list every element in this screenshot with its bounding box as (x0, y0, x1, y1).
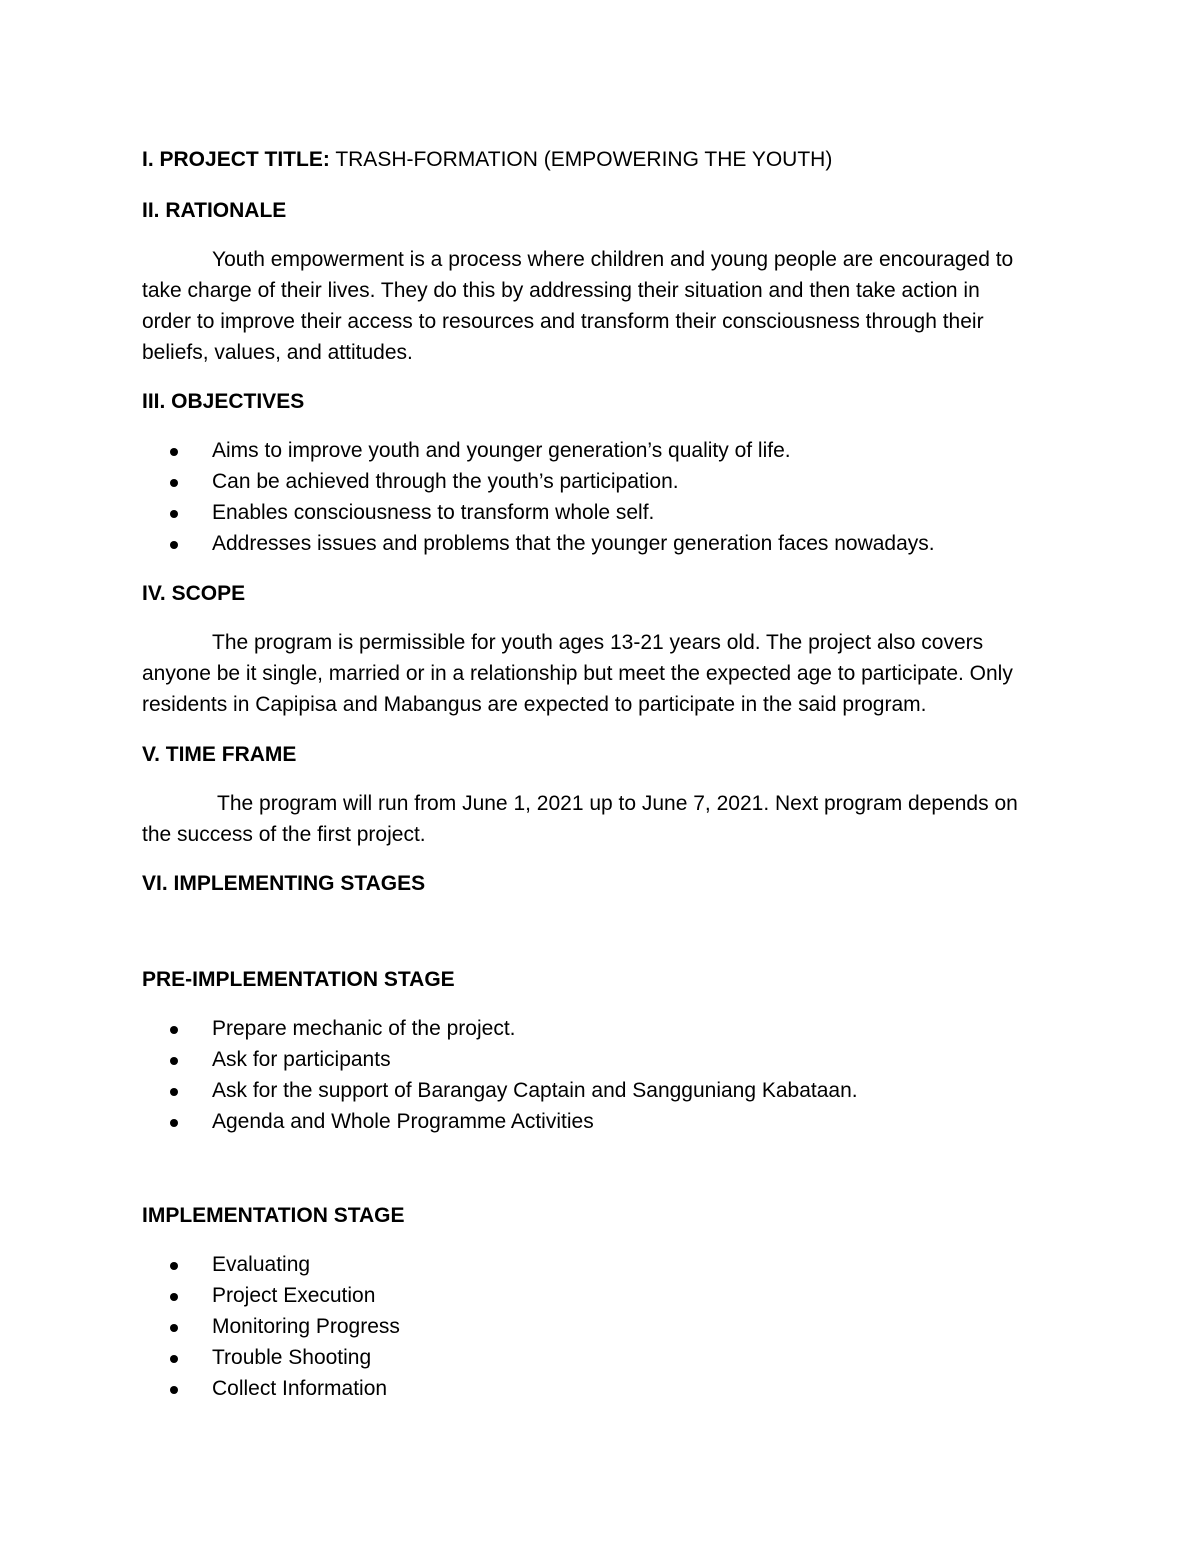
implementation-text: Collect Information (212, 1377, 388, 1400)
bullet-icon (170, 541, 178, 549)
implementation-heading: IMPLEMENTATION STAGE (142, 1204, 405, 1227)
implementation-text: Project Execution (212, 1284, 376, 1307)
pre-implementation-heading: PRE-IMPLEMENTATION STAGE (142, 968, 455, 991)
bullet-icon (170, 1119, 178, 1127)
objective-text: Enables consciousness to transform whole self. (212, 501, 655, 524)
bullet-icon (170, 510, 178, 518)
implementation-text: Monitoring Progress (212, 1315, 400, 1338)
bullet-icon (170, 1386, 178, 1394)
bullet-icon (170, 1088, 178, 1096)
objective-text: Addresses issues and problems that the younger generation faces nowadays. (212, 532, 935, 555)
bullet-icon (170, 1026, 178, 1034)
bullet-icon (170, 1355, 178, 1363)
rationale-line-4: beliefs, values, and attitudes. (142, 341, 413, 364)
bullet-icon (170, 1057, 178, 1065)
scope-line-2: anyone be it single, married or in a relationship but meet the expected age to participate. Only (142, 662, 1013, 685)
pre-implementation-text: Prepare mechanic of the project. (212, 1017, 516, 1040)
pre-implementation-text: Agenda and Whole Programme Activities (212, 1110, 594, 1133)
scope-line-1: The program is permissible for youth ages 13-21 years old. The project also covers (212, 631, 984, 654)
time-frame-heading: V. TIME FRAME (142, 743, 297, 766)
rationale-line-3: order to improve their access to resources and transform their consciousness through their (142, 310, 984, 333)
implementation-text: Trouble Shooting (212, 1346, 372, 1369)
pre-implementation-text: Ask for participants (212, 1048, 391, 1071)
bullet-icon (170, 1293, 178, 1301)
project-title-value: TRASH-FORMATION (EMPOWERING THE YOUTH) (335, 148, 833, 171)
scope-heading: IV. SCOPE (142, 582, 246, 605)
project-title-label: I. PROJECT TITLE: (142, 148, 330, 171)
bullet-icon (170, 479, 178, 487)
implementing-stages-heading: VI. IMPLEMENTING STAGES (142, 872, 426, 895)
project-title-line (142, 146, 832, 174)
rationale-line-1: Youth empowerment is a process where children and young people are encouraged to (212, 248, 1014, 271)
scope-line-3: residents in Capipisa and Mabangus are expected to participate in the said program. (142, 693, 927, 716)
bullet-icon (170, 448, 178, 456)
time-frame-line-1: The program will run from June 1, 2021 up to June 7, 2021. Next program depends on (217, 792, 1018, 815)
bullet-icon (170, 1262, 178, 1270)
time-frame-line-2: the success of the first project. (142, 823, 426, 846)
pre-implementation-text: Ask for the support of Barangay Captain and Sangguniang Kabataan. (212, 1079, 858, 1102)
objective-text: Can be achieved through the youth’s participation. (212, 470, 679, 493)
rationale-heading: II. RATIONALE (142, 199, 287, 222)
bullet-icon (170, 1324, 178, 1332)
objective-text: Aims to improve youth and younger generation’s quality of life. (212, 439, 791, 462)
implementation-text: Evaluating (212, 1253, 311, 1276)
rationale-line-2: take charge of their lives. They do this by addressing their situation and then take action in (142, 279, 980, 302)
objectives-heading: III. OBJECTIVES (142, 390, 305, 413)
